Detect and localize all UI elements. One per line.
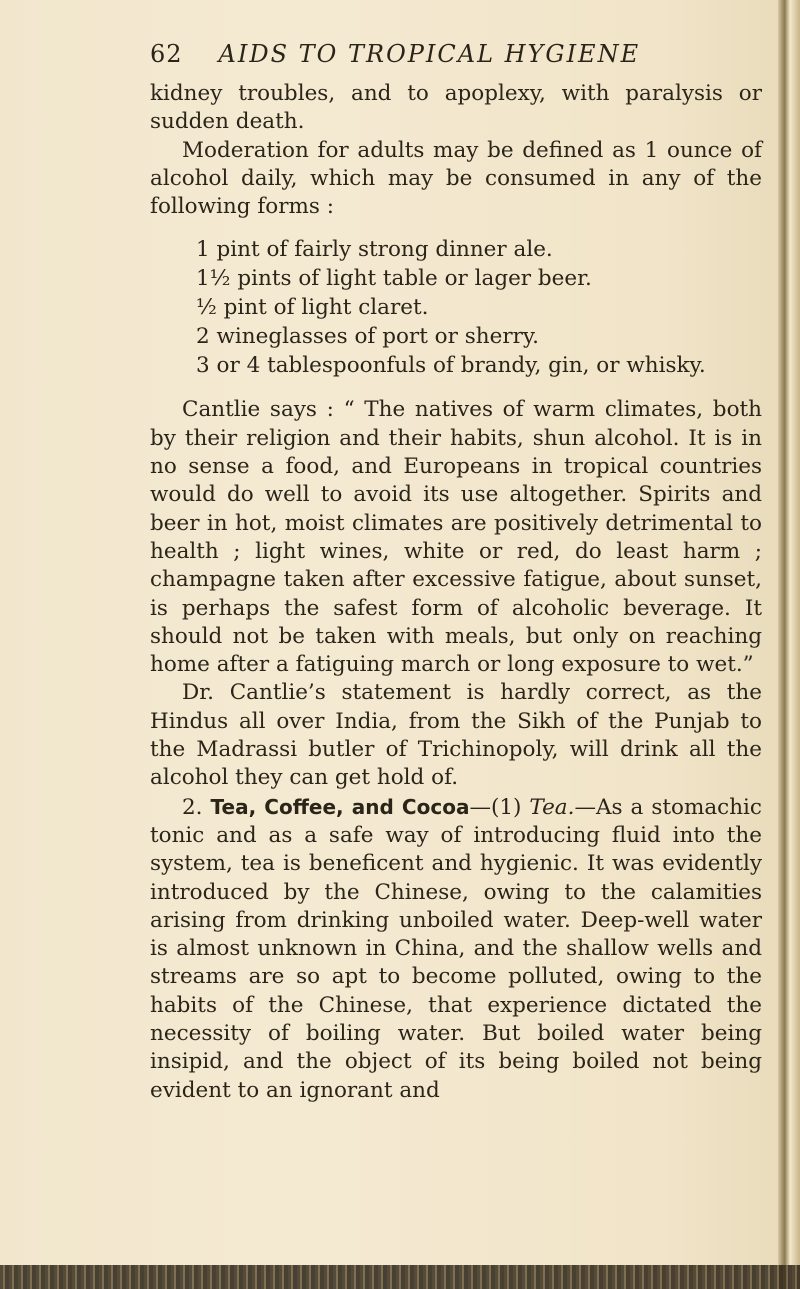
page-body — [150, 80, 762, 1105]
list-item: 2 wineglasses of port or sherry. — [196, 324, 540, 350]
paragraph-cantlie-statement: Dr. Cantlie’s statement is hardly correct, as the Hindus all over India, from the Sikh of the Punjab to the Madrassi butler of Trichinopoly, will drink all the alcohol they can get hold of. — [150, 680, 762, 791]
subsection-number: —(1) — [469, 794, 522, 820]
tea-text: —As a stomachic tonic and as a safe way of introducing fluid into the system, tea is beneficent and hygienic. It was evidently introduced by the Chinese, owing to the calamities arising from drinking unboiled water. Deep-well water is almost unknown in China, and the shallow wells and streams are so apt to become polluted, owing to the habits of the Chinese, that experience dictated the necessity of boiling water. But boiled water being insipid, and the object of its being boiled not being evident to an ignorant and — [150, 794, 762, 1103]
subsection-heading: Tea. — [529, 794, 575, 820]
running-head — [150, 40, 640, 68]
list-item: 1½ pints of light table or lager beer. — [196, 266, 592, 292]
list-item: ½ pint of light claret. — [196, 295, 429, 321]
list-item: 1 pint of fairly strong dinner ale. — [196, 237, 553, 263]
alcohol-forms-list — [196, 235, 762, 380]
page-bottom-edge — [0, 1265, 800, 1289]
paragraph-tea — [150, 793, 762, 1105]
section-number: 2. — [182, 794, 203, 820]
paragraph-continued: kidney troubles, and to apoplexy, with paralysis or sudden death. — [150, 81, 762, 135]
paragraph-moderation: Moderation for adults may be defined as 1 ounce of alcohol daily, which may be consumed in any of the following forms : — [150, 137, 762, 220]
book-spine-edge — [778, 0, 800, 1289]
list-item: 3 or 4 tablespoonfuls of brandy, gin, or whisky. — [196, 353, 706, 379]
section-heading: Tea, Coffee, and Cocoa — [210, 794, 470, 819]
paragraph-cantlie-quote: Cantlie says : “ The natives of warm climates, both by their religion and their habits, shun alcohol. It is in no sense a food, and Europeans in tropical countries would do well to avoid its use altogether. Spirits and beer in hot, moist climates are positively detrimental to health ; light wines, white or red, do least harm ; champagne taken after excessive fatigue, about sunset, is perhaps the safest form of alcoholic beverage. It should not be taken with meals, but only on reaching home after a fatiguing march or long exposure to wet.” — [150, 397, 762, 678]
running-title: AIDS TO TROPICAL HYGIENE — [218, 40, 641, 68]
page-number: 62 — [150, 40, 183, 68]
